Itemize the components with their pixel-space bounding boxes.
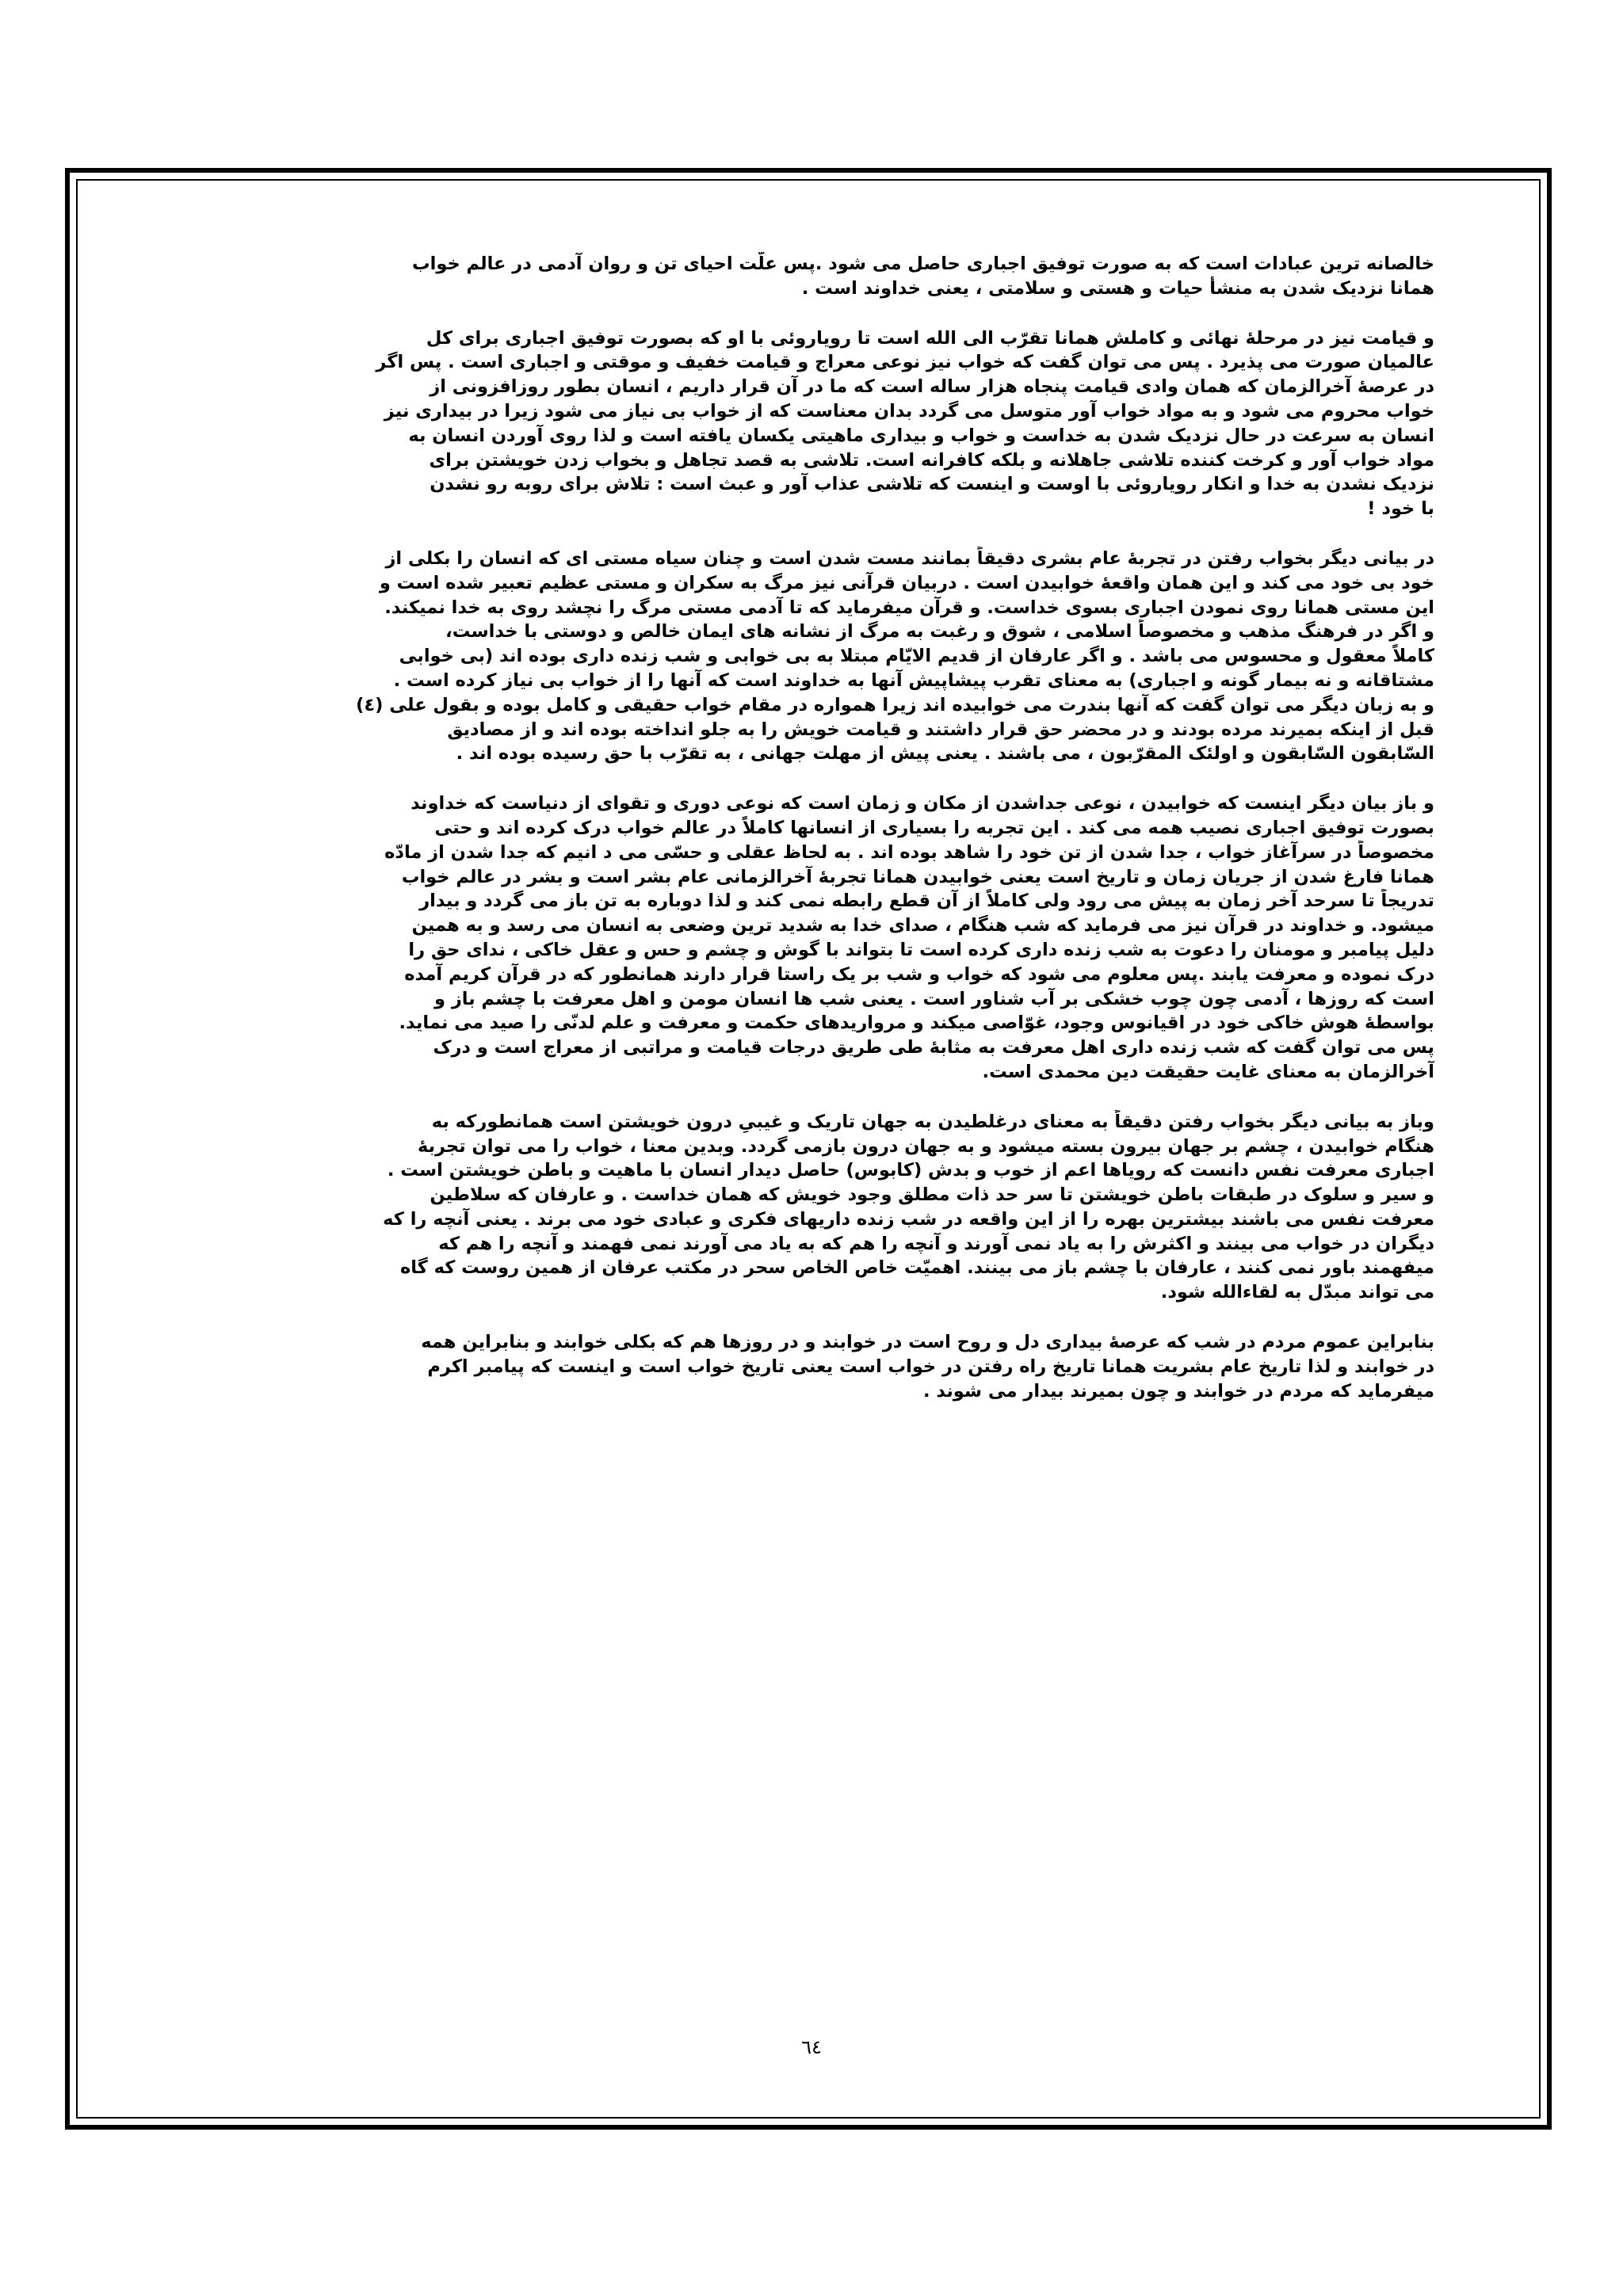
text-line: مواد خواب آور و کرخت کننده تلاشی جاهلانه و بلکه کافرانه است. تلاشی به قصد تجاهل و بخواب زدن خویشتن برای [429, 449, 1434, 471]
text-line: السّابقون السّابقون و اولئک المقرّبون ، می باشند . یعنی پیش از مهلت جهانی ، به تقرّب با حق رسیده بوده اند . [456, 743, 1434, 765]
text-line: و به زبان دیگر می توان گفت که آنها بندرت می خوابیده اند زیرا همواره در مقام خواب حقیقی و کامل بوده و بقول علی (٤) [356, 694, 1434, 715]
text-line: دیگران در خواب می بینند و اکثرش را به یاد نمی آورند و آنچه را هم که به یاد می آورند نمی فهمند و آنچه را هم که [438, 1233, 1434, 1254]
text-line: وباز به بیانی دیگر بخواب رفتن دقیقاً به معنای درغلطیدن به جهان تاریک و غیبیِ درون خویشتن است همانطورکه به [431, 1111, 1434, 1132]
text-line: انسان به سرعت در حال نزدیک شدن به خداست و خواب و بیداری ماهیتی یکسان یافته است و لذا روی آوردن انسان به [408, 425, 1434, 446]
page-number: ٦٤ [801, 2036, 822, 2058]
text-line: معرفت نفس می باشند بیشترین بهره را از این واقعه در شب زنده داریهای فکری و عبادی خود می برند . یعنی آنچه را که [383, 1208, 1434, 1230]
text-line: میفرماید که مردم در خوابند و چون بمیرند بیدار می شوند . [922, 1380, 1434, 1402]
text-line: درک نموده و معرفت یابند .پس معلوم می شود که خواب و شب بر یک راستا قرار دارند همانطور که در قرآن کریم آمده [404, 963, 1434, 985]
text-line: نزدیک نشدن به خدا و انکار رویاروئی با اوست و اینست که تلاشی عذاب آور و عبث است : تلاش برای روبه رو نشدن [430, 474, 1434, 495]
text-line: هنگام خوابیدن ، چشم بر جهان بیرون بسته میشود و به جهان درون بازمی گردد. وبدین معنا ، خواب را می توان تجربهٔ [417, 1135, 1434, 1157]
text-line: پس می توان گفت که شب زنده داری اهل معرفت به مثابهٔ طی طریق درجات قیامت و مراتبی از معراج است و درک [433, 1037, 1434, 1058]
text-line: کاملاً معقول و محسوس می باشد . و اگر عارفان از قدیم الایّام مبتلا به بی خوابی و شب زنده داری بوده اند (بی خوابی [399, 646, 1434, 667]
text-line: مشتاقانه و نه بیمار گونه و اجباری) به معنای تقرب پیشاپیش آنها به خداوند است که آنها را از خواب بی نیاز کرده است . [393, 669, 1434, 691]
text-line: بصورت توفیق اجباری نصیب همه می کند . این تجربه را بسیاری از انسانها کاملاً در عالم خواب درک کرده اند و حتی [434, 817, 1434, 838]
text-line: در عرصهٔ آخرالزمان که همان وادی قیامت پنجاه هزار ساله است که ما در آن قرار داریم ، انسان بطور روزافزونی از [430, 376, 1434, 398]
paragraph [190, 791, 1434, 1085]
text-line: در خوابند و لذا تاریخ عام بشریت همانا تاریخ راه رفتن در خواب است یعنی تاریخ خواب است و اینست که پیامبر اکرم [427, 1356, 1434, 1377]
text-line: است که روزها ، آدمی چون چوب خشکی بر آب شناور است . یعنی شب ها انسان مومن و اهل معرفت با چشم باز و [434, 988, 1434, 1009]
text-line: مخصوصاً در سرآغاز خواب ، جدا شدن از تن خود را شاهد بوده اند . به لحاظ عقلی و حسّی می د انیم که جدا شدن از مادّه [384, 841, 1434, 863]
paragraph [190, 547, 1434, 766]
text-line: میفهمند باور نمی کنند ، عارفان با چشم باز می بینند. اهمیّت خاص الخاص سحر در مکتب عرفان از همین روست که گاه [399, 1257, 1434, 1279]
text-line: همانا نزدیک شدن به منشأ حیات و هستی و سلامتی ، یعنی خداوند است . [801, 277, 1434, 299]
text-line: می تواند مبدّل به لقاءالله شود. [1160, 1282, 1434, 1303]
text-line: خود بی خود می کند و این همان واقعهٔ خوابیدن است . دربیان قرآنی نیز مرگ به سکران و مستی عظیم تعبیر شده است و [379, 572, 1434, 593]
paragraph [190, 252, 1434, 301]
text-line: اجباری معرفت نفس دانست که رویاها اعم از خوب و بدش (کابوس) حاصل دیدار انسان با ماهیت و باطن خویشتن است . [387, 1160, 1434, 1181]
text-line: و اگر در فرهنگ مذهب و مخصوصاً اسلامی ، شوق و رغبت به مرگ از نشانه های ایمان خالص و دوستی با خداست، [445, 621, 1434, 643]
paragraph [190, 1110, 1434, 1305]
text-line: خالصانه ترین عبادات است که به صورت توفیق اجباری حاصل می شود .پس علّت احیای تن و روان آدمی در عالم خواب [412, 254, 1434, 274]
text-line: و سیر و سلوک در طبقات باطن خویشتن تا سر حد ذات مطلق وجود خویش که همان خداست . و عارفان که سلاطین [430, 1184, 1434, 1206]
text-line: بواسطهٔ هوش خاکی خود در اقیانوس وجود، غوّاصی میکند و مرواریدهای حکمت و معرفت و علم لدنّی را صید می نماید. [399, 1013, 1434, 1034]
text-line: و باز بیان دیگر اینست که خوابیدن ، نوعی جداشدن از مکان و زمان است که نوعی دوری و تقوای از دنیاست که خداوند [411, 793, 1434, 814]
text-line: در بیانی دیگر بخواب رفتن در تجربهٔ عام بشری دقیقاً بمانند مست شدن است و چنان سیاه مستی ای که انسان را بکلی از [385, 547, 1434, 569]
text-line: آخرالزمان به معنای غایت حقیقت دین محمدی است. [982, 1061, 1434, 1082]
text-line: و قیامت نیز در مرحلهٔ نهائی و کاملش همانا تقرّب الی الله است تا رویاروئی با او که بصورت توفیق اجباری برای کل [426, 327, 1434, 349]
text-line: میشود. و خداوند در قرآن نیز می فرماید که شب هنگام ، صدای خدا به شدید ترین وضعی به انسان می رسد و به همین [411, 915, 1434, 936]
text-line: بنابراین عموم مردم در شب که عرصهٔ بیداری دل و روح است در خوابند و در روزها هم که بکلی خوابند و بنابراین همه [421, 1332, 1434, 1353]
text-line: قبل از اینکه بمیرند مرده بودند و در محضر حق قرار داشتند و قیامت خویش را به جلو انداخته بوده اند و از مصادیق [447, 719, 1434, 740]
text-line: عالمیان صورت می پذیرد . پس می توان گفت که خواب نیز نوعی معراج و قیامت خفیف و موقتی و اجباری است . پس اگر [376, 352, 1434, 373]
text-line: دلیل پیامبر و مومنان را دعوت به شب زنده داری کرده است تا بتواند با گوش و چشم و حس و عقل خاکی ، ندای حق را [408, 939, 1434, 960]
text-line: خواب محروم می شود و به مواد خواب آور متوسل می گردد بدان معناست که از خواب بی نیاز می شود زیرا در بیداری نیز [384, 400, 1434, 421]
text-line: این مستی همانا روی نمودن اجباری بسوی خداست. و قرآن میفرماید که تا آدمی مستی مرگ را نچشد روی به خدا نمیکند. [384, 597, 1434, 618]
paragraph [190, 326, 1434, 521]
text-line: تدریجاً تا سرحد آخر زمان به پیش می رود ولی کاملاً از آن قطع رابطه نمی کند و لذا دوباره به تن باز می گردد و بیدار [419, 891, 1434, 912]
text-line: با خود ! [1367, 498, 1434, 520]
document-body [190, 252, 1434, 1428]
text-line: همانا فارغ شدن از جریان زمان و تاریخ است یعنی خوابیدن همانا تجربهٔ آخرالزمانی عام بشر است و بشر در عالم خواب [401, 866, 1434, 887]
paragraph [190, 1330, 1434, 1403]
